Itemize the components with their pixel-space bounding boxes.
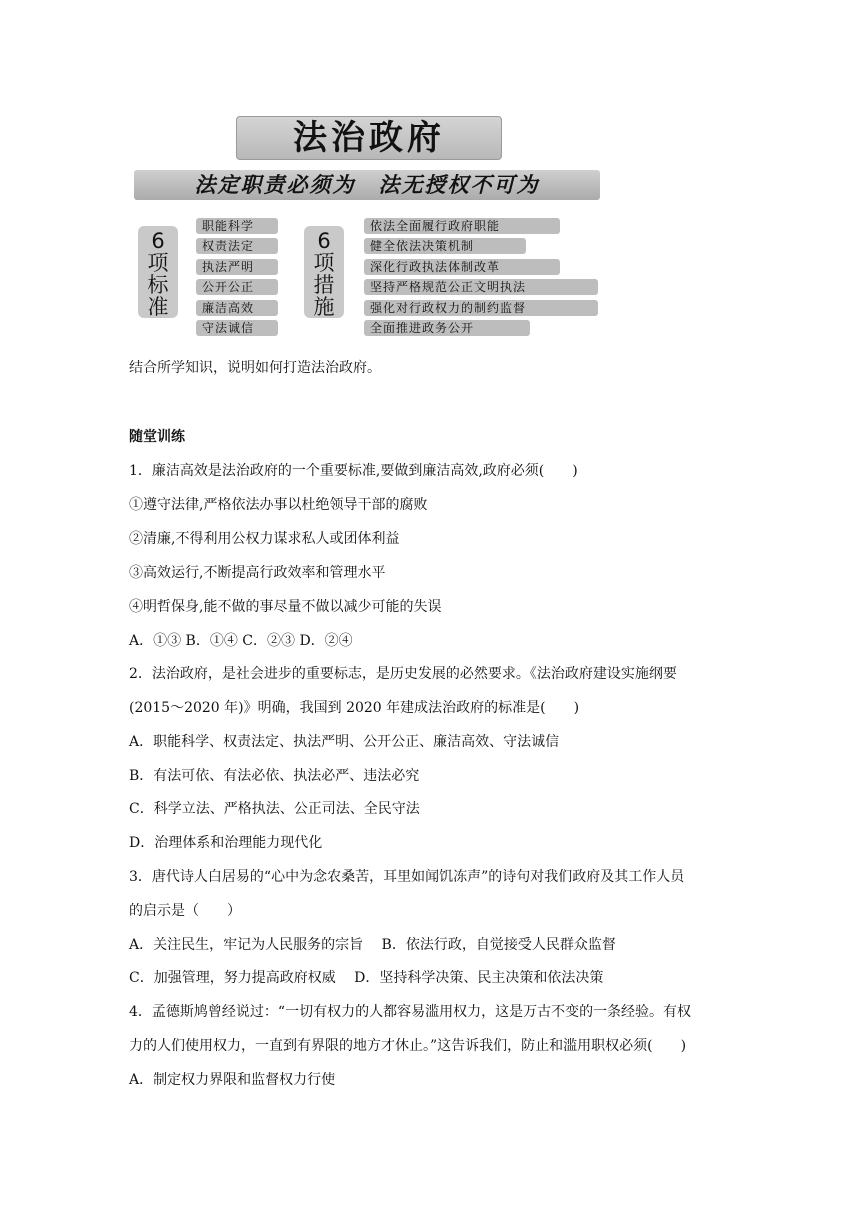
- standard-item: 公开公正: [196, 279, 278, 295]
- section-title: 随堂训练: [129, 429, 185, 445]
- measure-item: 深化行政执法体制改革: [364, 259, 560, 275]
- question-4-option-a: A．制定权力界限和监督权力行使: [129, 1072, 336, 1088]
- question-2-stem: (2015～2020 年)》明确，我国到 2020 年建成法治政府的标准是( ): [129, 700, 580, 716]
- figure-title: 法治政府: [236, 116, 502, 160]
- question-3-stem: 3．唐代诗人白居易的“心中为念农桑苦，耳里如闻饥冻声”的诗句对我们政府及其工作人员: [129, 869, 685, 885]
- question-4-stem: 4．孟德斯鸠曾经说过：“一切有权力的人都容易滥用权力，这是万古不变的一条经验。有权: [129, 1004, 692, 1020]
- question-2-stem: 2．法治政府，是社会进步的重要标志，是历史发展的必然要求。《法治政府建设实施纲要: [129, 666, 677, 682]
- question-3-stem: 的启示是（ ）: [129, 903, 241, 919]
- question-3-options: C．加强管理，努力提高政府权威 D．坚持科学决策、民主决策和依法决策: [129, 970, 604, 986]
- measure-item: 全面推进政务公开: [364, 320, 530, 336]
- question-2-option-c: C．科学立法、严格执法、公正司法、全民守法: [129, 801, 420, 817]
- standard-item: 廉洁高效: [196, 300, 278, 316]
- question-1-statement: ②清廉,不得利用公权力谋求私人或团体利益: [129, 531, 400, 547]
- question-3-options: A．关注民生，牢记为人民服务的宗旨 B．依法行政，自觉接受人民群众监督: [129, 937, 616, 953]
- measures-label: 6 项 措 施: [304, 226, 344, 318]
- measure-item: 强化对行政权力的制约监督: [364, 300, 598, 316]
- question-2-option-a: A．职能科学、权责法定、执法严明、公开公正、廉洁高效、守法诚信: [129, 734, 560, 750]
- question-1-stem: 1．廉洁高效是法治政府的一个重要标准,要做到廉洁高效,政府必须( ): [129, 463, 578, 479]
- question-2-option-d: D．治理体系和治理能力现代化: [129, 835, 323, 851]
- question-1-statement: ④明哲保身,能不做的事尽量不做以减少可能的失误: [129, 599, 442, 615]
- question-1-options: A．①③ B．①④ C．②③ D．②④: [129, 633, 353, 649]
- standards-label: 6 项 标 准: [138, 226, 178, 318]
- measure-item: 坚持严格规范公正文明执法: [364, 279, 598, 295]
- standard-item: 权责法定: [196, 238, 278, 254]
- rule-of-law-government-figure: [132, 112, 602, 344]
- question-4-stem: 力的人们使用权力，一直到有界限的地方才休止。”这告诉我们，防止和滥用职权必须( ): [129, 1038, 687, 1054]
- question-2-option-b: B．有法可依、有法必依、执法必严、违法必究: [129, 768, 420, 784]
- standard-item: 守法诚信: [196, 320, 278, 336]
- measure-item: 依法全面履行政府职能: [364, 218, 560, 234]
- question-1-statement: ①遵守法律,严格依法办事以杜绝领导干部的腐败: [129, 497, 428, 513]
- standard-item: 执法严明: [196, 259, 278, 275]
- figure-prompt: 结合所学知识，说明如何打造法治政府。: [129, 360, 381, 376]
- question-1-statement: ③高效运行,不断提高行政效率和管理水平: [129, 565, 386, 581]
- standard-item: 职能科学: [196, 218, 278, 234]
- measure-item: 健全依法决策机制: [364, 238, 526, 254]
- figure-slogan: 法定职责必须为 法无授权不可为: [134, 170, 600, 200]
